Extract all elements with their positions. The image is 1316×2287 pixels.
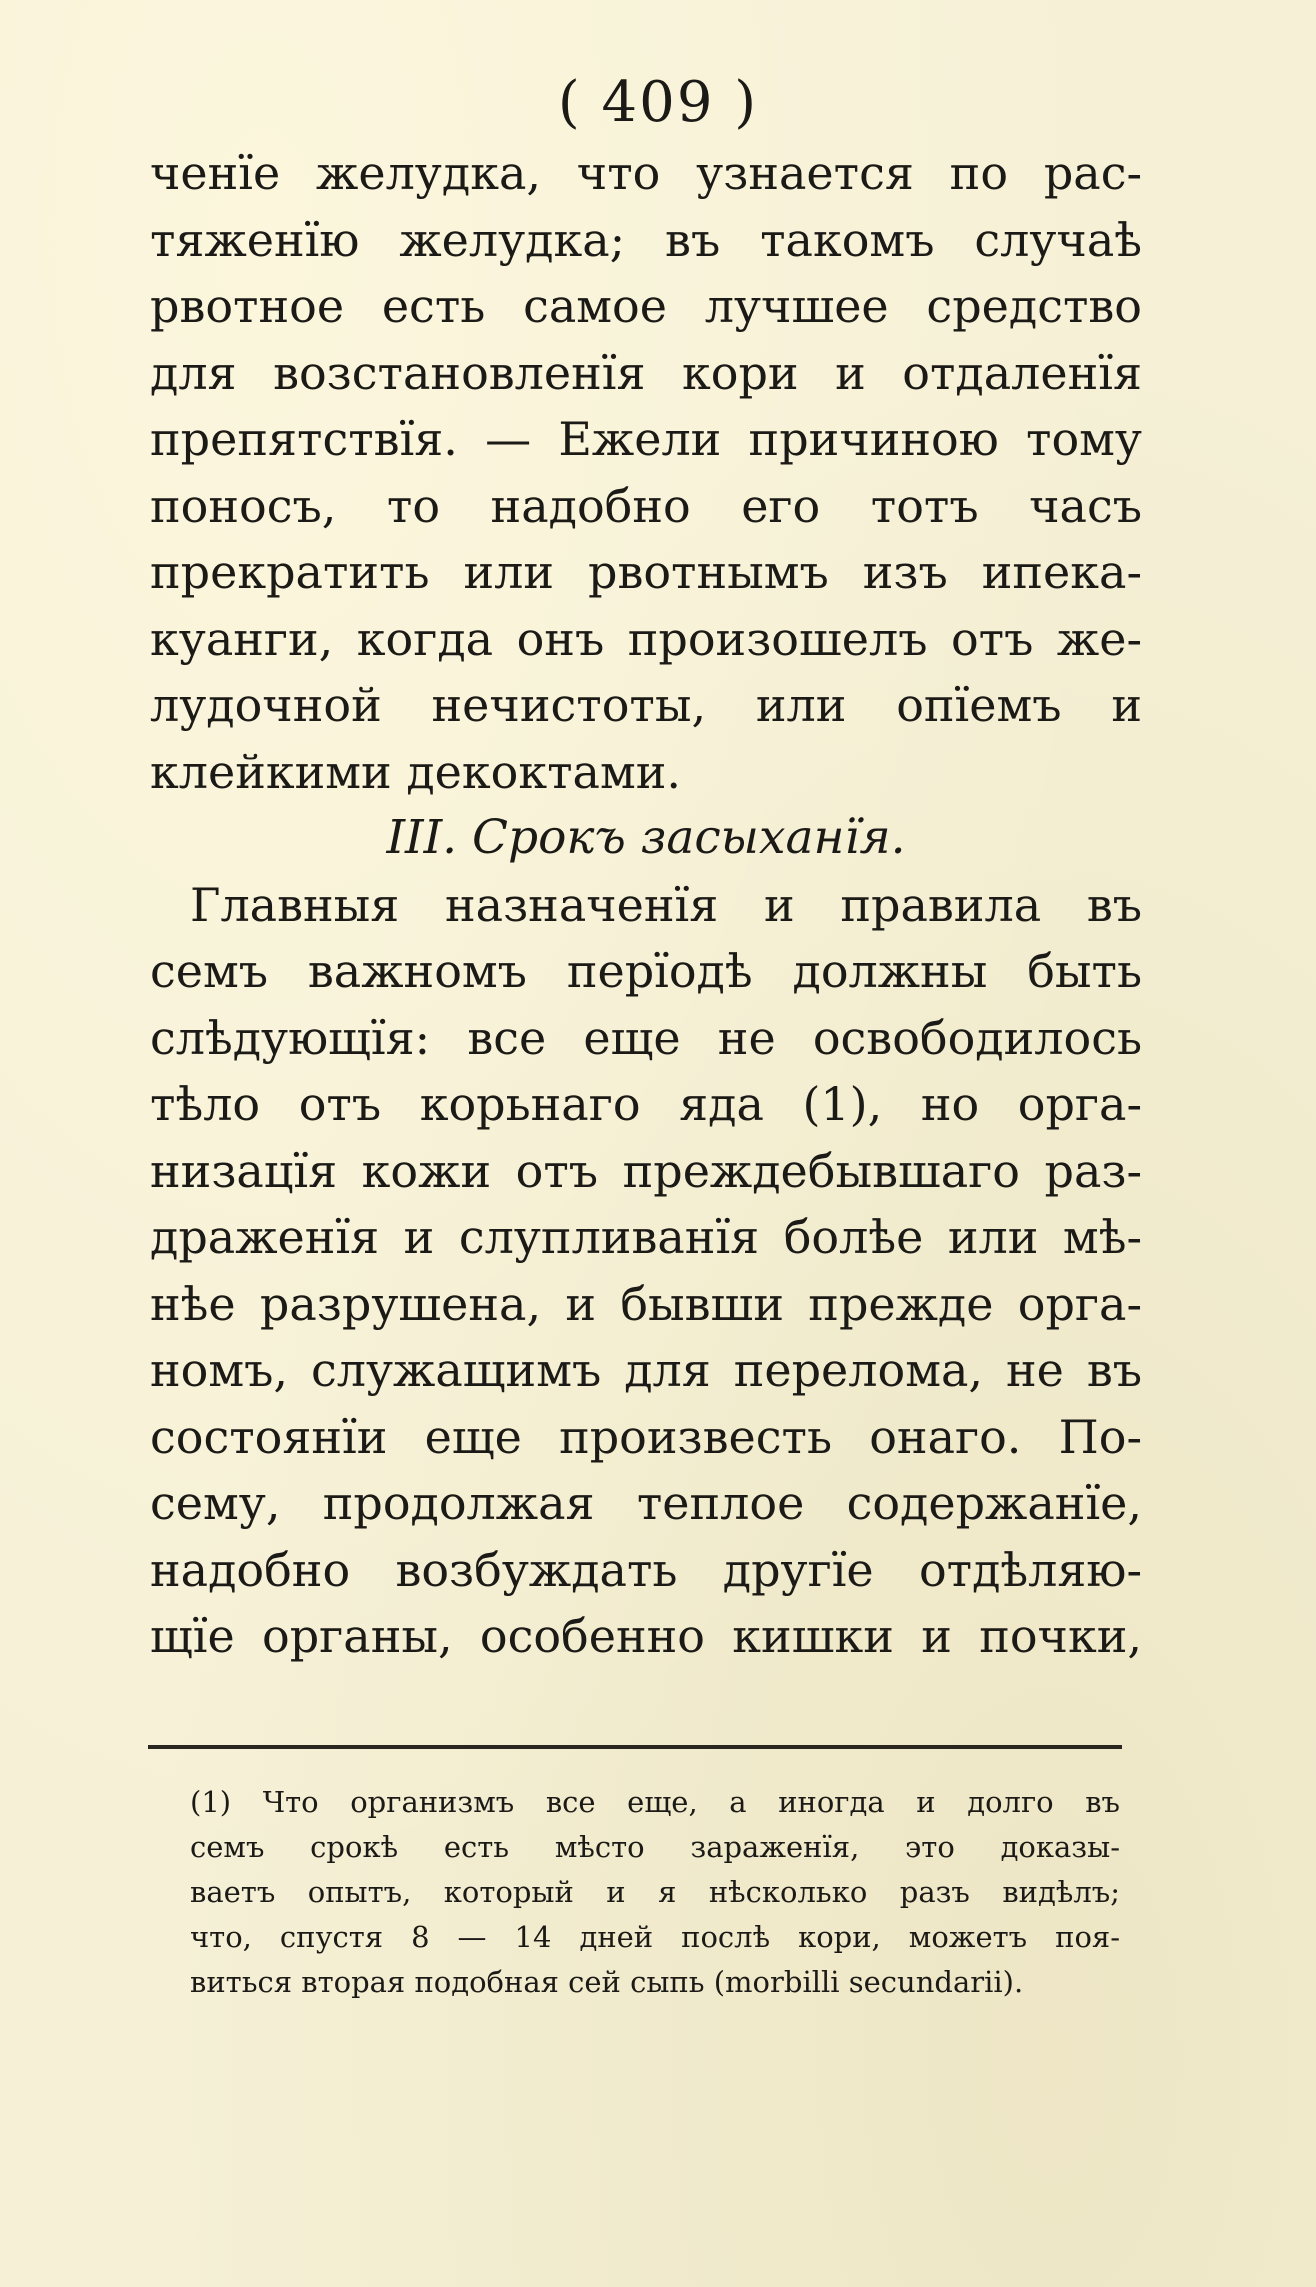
text-line: щїе органы, особенно кишки и почки, [150, 1609, 1142, 1663]
footnote-line: (1) Что организмъ все еще, а иногда и долго въ [190, 1785, 1120, 1819]
text-line: препятствїя. — Ежели причиною тому [150, 412, 1142, 466]
footnote-separator [148, 1745, 1122, 1749]
text-line: тѣло отъ корьнаго яда (1), но орга- [150, 1077, 1142, 1131]
footnote-line: семъ срокѣ есть мѣсто зараженїя, это доказы- [190, 1830, 1120, 1864]
text-line: сему, продолжая теплое содержанїе, [150, 1476, 1142, 1530]
text-line: драженїя и слупливанїя болѣе или мѣ- [150, 1210, 1142, 1264]
text-line: семъ важномъ перїодѣ должны быть [150, 944, 1142, 998]
footnote [190, 1780, 1120, 2005]
text-line: нѣе разрушена, и бывши прежде орга- [150, 1276, 1142, 1331]
footnote-line: что, спустя 8 — 14 дней послѣ кори, можетъ поя- [190, 1920, 1120, 1954]
text-line: для возстановленїя кори и отдаленїя [150, 345, 1142, 400]
text-line: Главныя назначенїя и правила въ [190, 877, 1142, 932]
text-line: состоянїи еще произвесть онаго. По- [150, 1409, 1142, 1464]
text-line: ченїе желудка, что узнается по рас- [150, 146, 1142, 200]
text-line: низацїя кожи отъ преждебывшаго раз- [150, 1143, 1142, 1198]
text-line: куанги, когда онъ произошелъ отъ же- [150, 611, 1142, 666]
page-number: ( 409 ) [557, 70, 759, 135]
footnote-line: ваетъ опытъ, который и я нѣсколько разъ видѣлъ; [190, 1875, 1120, 1909]
main-text [150, 140, 1142, 1670]
text-line: прекратить или рвотнымъ изъ ипека- [150, 545, 1142, 599]
section-heading: III. Срокъ засыханїя. [386, 810, 906, 865]
footnote-line: виться вторая подобная сей сыпь (morbilli secundarii). [190, 1965, 1024, 1999]
text-line: лудочной нечистоты, или опїемъ и [150, 678, 1142, 732]
text-line: надобно возбуждать другїе отдѣляю- [150, 1542, 1142, 1597]
text-line: клейкими декоктами. [150, 744, 681, 799]
text-line: рвотное есть самое лучшее средство [150, 279, 1142, 333]
text-line: слѣдующїя: все еще не освободилось [150, 1010, 1142, 1065]
text-line: тяженїю желудка; въ такомъ случаѣ [150, 212, 1142, 267]
text-line: номъ, служащимъ для перелома, не въ [150, 1343, 1142, 1397]
text-line: поносъ, то надобно его тотъ часъ [150, 478, 1142, 533]
